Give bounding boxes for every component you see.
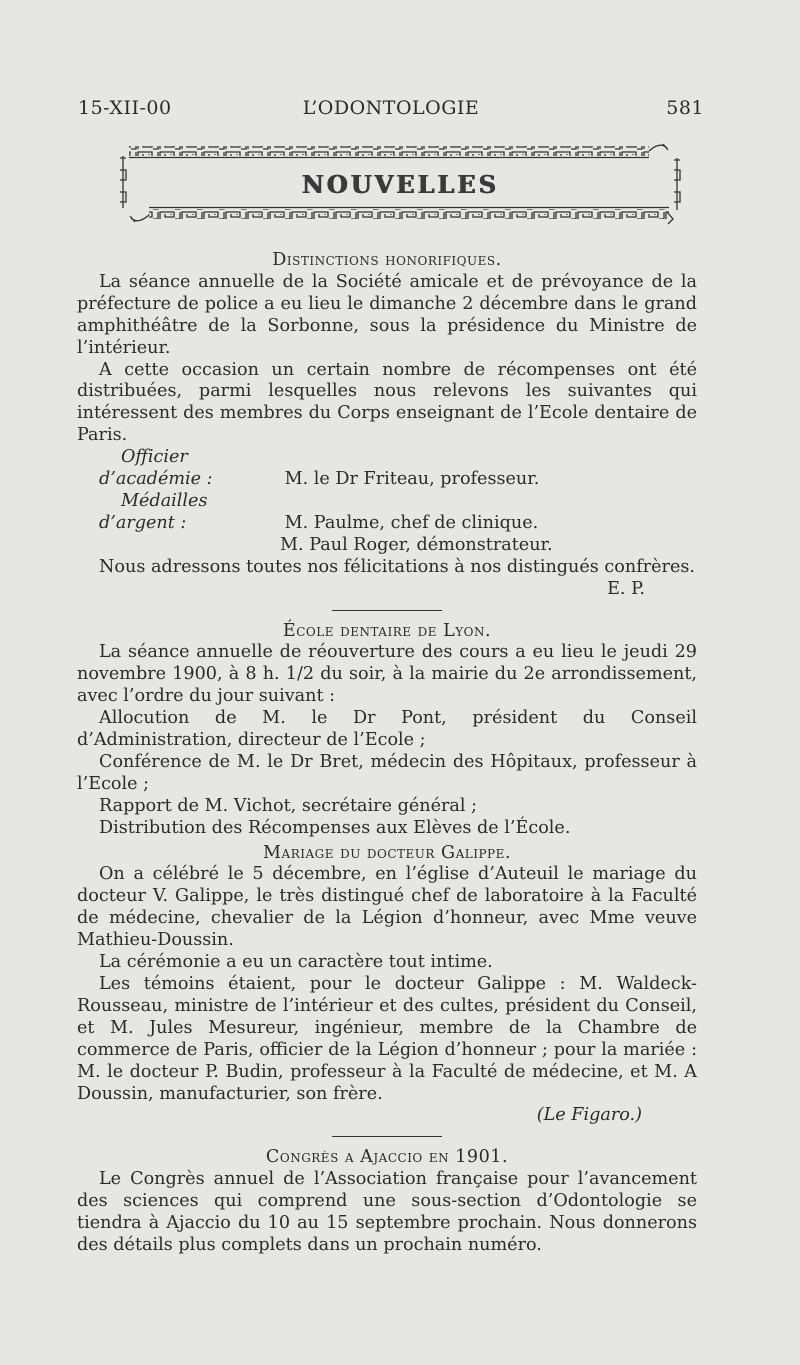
paragraph: Les témoins étaient, pour le docteur Galippe : M. Waldeck-Rousseau, ministre de l’intérieur et des cultes, président du Conseil, et M. Jules Mesureur, ingénieur, membre de la Chambre de commerce de Paris, officier de la Légion d’honneur ; pour la mariée : M. le docteur P. Budin, professeur à la Faculté de médecine, et M. A Doussin, manufacturier, son frère. [77,974,697,1104]
paragraph: La séance annuelle de la Société amicale et de prévoyance de la préfecture de police a eu lieu le dimanche 2 décembre dans le grand amphithéâtre de la Sorbonne, sous la présidence du Ministre de l’intérieur. [77,271,697,358]
award-recipient: M. Paulme, chef de clinique. [284,512,539,533]
journal-title: L’ODONTOLOGIE [302,97,480,119]
heading-distinctions: Distinctions honorifiques. [272,250,502,270]
award-line [77,491,697,535]
agenda-item: Rapport de M. Vichot, secrétaire général ; [99,795,478,816]
header-date: 15-XII-00 [78,97,172,119]
paragraph: Le Congrès annuel de l’Association française pour l’avancement des sciences qui comprend une sous-section d’Odontologie se tiendra à Ajaccio du 10 au 15 septembre prochain. Nous donnerons des détails plus complets dans un prochain numéro. [77,1169,697,1255]
agenda-item: Conférence de M. le Dr Bret, médecin des Hôpitaux, professeur à l’Ecole ; [77,751,697,794]
heading-ecole-lyon: École dentaire de Lyon. [282,620,492,641]
paragraph: A cette occasion un certain nombre de récompenses ont été distribuées, parmi lesquelles nous relevons les suivantes qui intéressent des membres du Corps enseignant de l’Ecole dentaire de Paris. [77,359,697,446]
author-signature: E. P. [607,578,645,599]
agenda-item: Allocution de M. le Dr Pont, président du Conseil d’Administration, directeur de l’Ecole ; [77,708,697,751]
source-citation: (Le Figaro.) [536,1105,642,1126]
award-recipient: M. Paul Roger, démonstrateur. [280,534,553,555]
heading-mariage: Mariage du docteur Galippe. [263,842,511,863]
paragraph: La séance annuelle de réouverture des cours a eu lieu le jeudi 29 novembre 1900, à 8 h. 1/2 du soir, à la mairie du 2e arrondissement, avec l’ordre du jour suivant : [77,642,697,707]
agenda-item: Distribution des Récompenses aux Elèves de l’École. [99,817,571,838]
heading-congres: Congrès a Ajaccio en 1901. [265,1147,509,1168]
paragraph: Nous adressons toutes nos félicitations à nos distingués confrères. [99,556,695,577]
award-label: Officier d’académie : [99,447,213,490]
paragraph: On a célébré le 5 décembre, en l’église d’Auteuil le mariage du docteur V. Galippe, le très distingué chef de laboratoire à la Faculté de médecine, chevalier de la Légion d’honneur, avec Mme veuve Mathieu-Doussin. [77,864,697,951]
article-body [77,250,697,1257]
running-header [78,97,704,127]
section-divider [332,610,442,611]
nouvelles-ornament [115,140,685,232]
page-number: 581 [666,97,704,119]
award-recipient: M. le Dr Friteau, professeur. [284,469,540,490]
section-divider [332,1136,442,1137]
award-label: Médailles d’argent : [99,490,208,533]
award-line [77,447,697,491]
section-title: NOUVELLES [301,170,499,199]
paragraph: La cérémonie a eu un caractère tout intime. [99,952,493,973]
